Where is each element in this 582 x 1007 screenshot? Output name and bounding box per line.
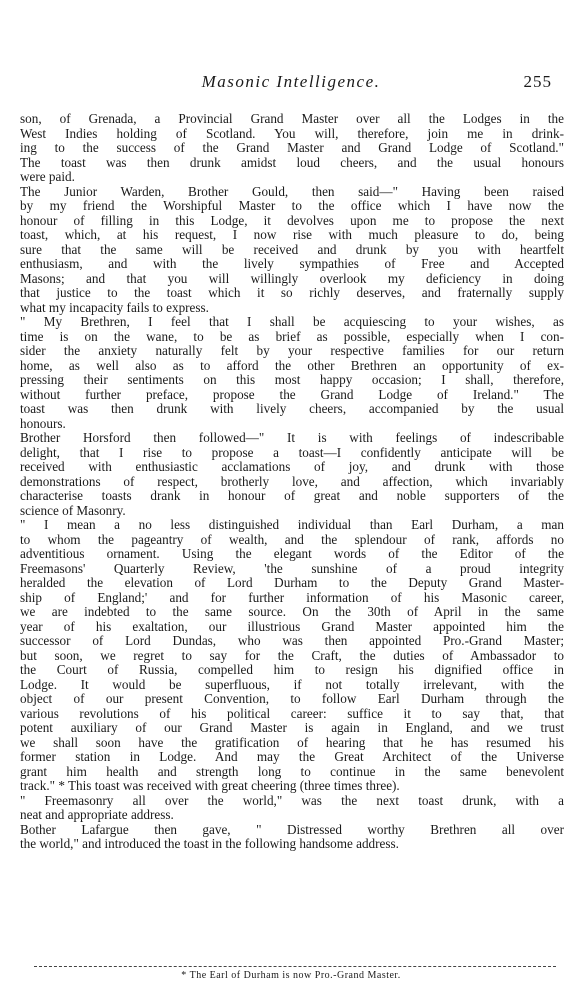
text-line: delight, that I rise to propose a toast—I confidently anticipate will be (20, 445, 564, 460)
text-line: honours. (20, 416, 66, 431)
running-title: Masonic Intelligence. (201, 72, 381, 91)
footnote: * The Earl of Durham is now Pro.-Grand Master. (181, 970, 401, 981)
text-line: received with enthusiastic acclamations of joy, and drunk with those (20, 460, 564, 474)
text-line: characterise toasts drank in honour of great and noble supporters of the (20, 489, 564, 503)
text-line: The Junior Warden, Brother Gould, then said—" Having been raised (20, 184, 564, 199)
text-line: by my friend the Worshipful Master to the office which I have now the (20, 199, 564, 213)
text-line: sure that the same will be received and drunk by you with heartfelt (20, 242, 564, 257)
text-line: but soon, we regret to say for the Craft, the duties of Ambassador to (20, 648, 564, 663)
text-line: grant him health and strength long to continue in the same benevolent (20, 764, 564, 779)
text-line: we are indebted to the same source. On the 30th of April in the same (20, 605, 564, 619)
page-number: 255 (523, 72, 552, 91)
text-line: successor of Lord Dundas, who was then appointed Pro.-Grand Master; (20, 634, 564, 648)
text-line: track." * This toast was received with great cheering (three times three). (20, 779, 400, 793)
text-line: West Indies holding of Scotland. You will, therefore, join me in drink- (20, 126, 564, 141)
text-line: Freemasons' Quarterly Review, 'the sunshine of a proud integrity (20, 561, 564, 576)
text-line: sider the anxiety naturally felt by your respective families for our return (20, 344, 564, 358)
text-line: Brother Horsford then followed—" It is with feelings of indescribable (20, 431, 564, 445)
text-line: year of his exaltation, our illustrious Grand Master appointed him the (20, 619, 564, 634)
text-line: pressing their sentiments on this most happy occasion; I shall, therefore, (20, 373, 564, 387)
running-head (20, 72, 562, 96)
text-line: toast was then drunk with lively cheers, accompanied by the usual (20, 402, 564, 416)
text-line: former station in Lodge. And may the Great Architect of the Universe (20, 750, 564, 764)
text-line: " Freemasonry all over the world," was the next toast drunk, with a (20, 793, 564, 808)
text-line: " My Brethren, I feel that I shall be acquiescing to your wishes, as (20, 315, 564, 329)
body-text (20, 112, 564, 852)
text-line: The toast was then drunk amidst loud cheers, and the usual honours (20, 155, 564, 170)
text-line: that justice to the toast which it so richly deserves, and fraternally supply (20, 286, 564, 300)
text-line: " I mean a no less distinguished individual than Earl Durham, a man (20, 518, 564, 532)
text-line: demonstrations of respect, brotherly love, and affection, which invariably (20, 474, 564, 489)
text-line: son, of Grenada, a Provincial Grand Master over all the Lodges in the (20, 112, 564, 126)
text-line: the world," and introduced the toast in the following handsome address. (20, 837, 399, 851)
text-line: we shall soon have the gratification of hearing that he has resumed his (20, 735, 564, 750)
text-line: Masons; and that you will willingly overlook my deficiency in doing (20, 271, 564, 286)
text-line: to whom the pageantry of wealth, and the splendour of rank, affords no (20, 532, 564, 547)
text-line: toast, which, at his request, I now rise with much pleasure to do, being (20, 228, 564, 242)
text-line: were paid. (20, 170, 75, 184)
text-line: time is on the wane, to be as brief as possible, especially when I con- (20, 329, 564, 344)
footnote-divider (34, 966, 556, 967)
text-line: neat and appropriate address. (20, 808, 174, 822)
text-line: ing to the success of the Grand Master and Grand Lodge of Scotland." (20, 141, 564, 155)
text-line: object of our present Convention, to follow Earl Durham through the (20, 692, 564, 706)
text-line: potent auxiliary of our Grand Master is again in England, and we trust (20, 721, 564, 735)
text-line: what my incapacity fails to express. (20, 300, 209, 315)
text-line: science of Masonry. (20, 503, 126, 518)
text-line: ship of England;' and for further information of his Masonic career, (20, 590, 564, 605)
text-line: adventitious ornament. Using the elegant words of the Editor of the (20, 547, 564, 561)
text-line: Bother Lafargue then gave, " Distressed worthy Brethren all over (20, 822, 564, 837)
text-line: honour of filling in this Lodge, it devolves upon me to propose the next (20, 213, 564, 228)
text-line: various revolutions of his political career: suffice it to say that, that (20, 706, 564, 721)
text-line: heralded the elevation of Lord Durham to the Deputy Grand Master- (20, 576, 564, 590)
text-line: without further preface, propose the Grand Lodge of Ireland." The (20, 387, 564, 402)
text-line: the Court of Russia, compelled him to resign his dignified office in (20, 663, 564, 677)
text-line: enthusiasm, and with the lively sympathies of Free and Accepted (20, 257, 564, 271)
text-line: home, as well also as to afford the other Brethren an opportunity of ex- (20, 358, 564, 373)
text-line: Lodge. It would be superfluous, if not totally irrelevant, with the (20, 677, 564, 692)
